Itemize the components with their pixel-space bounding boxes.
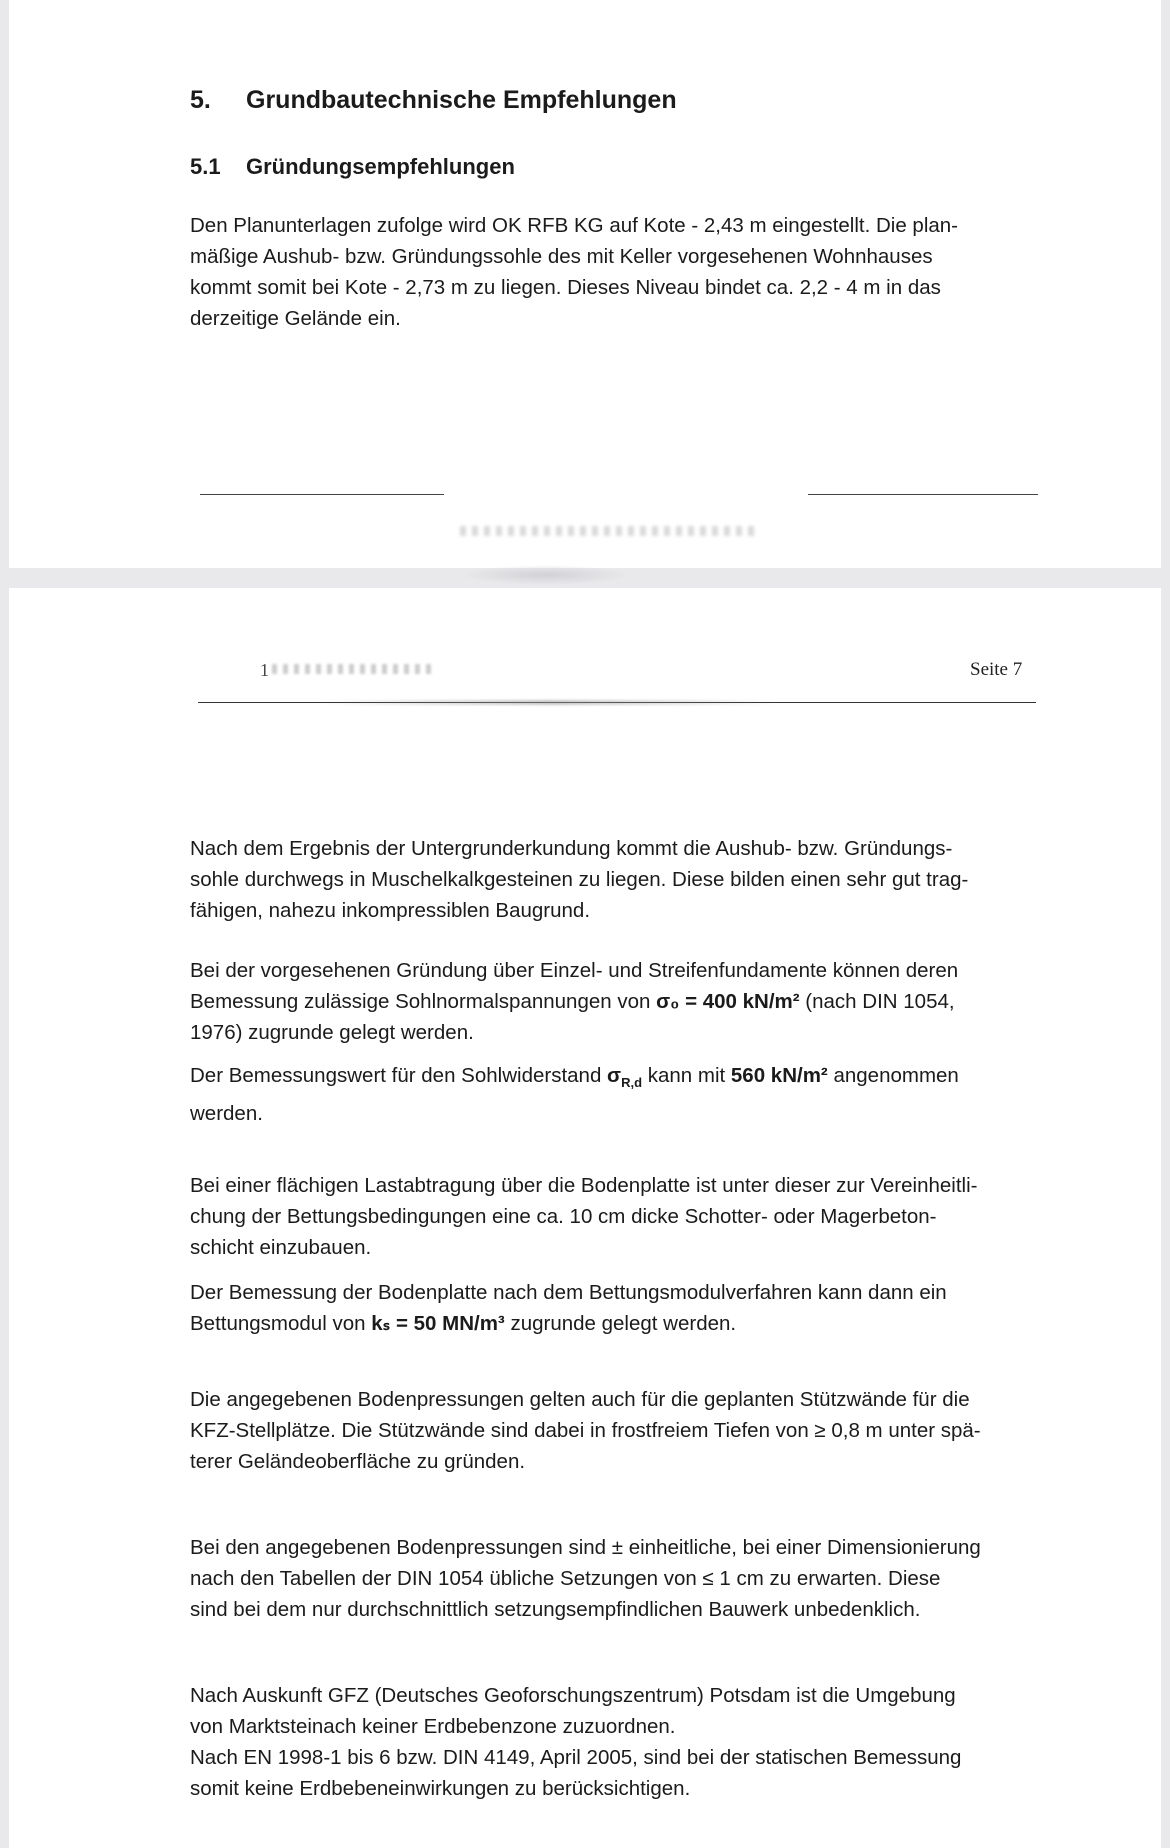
- paragraph-subsoil: [190, 833, 1040, 926]
- text-line: Den Planunterlagen zufolge wird OK RFB KG auf Kote - 2,43 m eingestellt. Die plan-: [190, 214, 959, 237]
- text-line: Die angegebenen Bodenpressungen gelten auch für die geplanten Stützwände für die: [190, 1388, 970, 1411]
- text-line: werden.: [190, 1102, 263, 1126]
- ks-value: kₛ = 50 MN/m³: [371, 1312, 505, 1335]
- text-fragment: angenommen: [827, 1064, 959, 1087]
- subsection-number: 5.1: [190, 154, 221, 179]
- text-line: schicht einzubauen.: [190, 1236, 372, 1259]
- text-line: derzeitige Gelände ein.: [190, 307, 401, 330]
- text-line: von Marktsteinach keiner Erdbebenzone zuzuordnen.: [190, 1715, 676, 1738]
- text-line: Bei den angegebenen Bodenpressungen sind ± einheitliche, bei einer Dimensionierung: [190, 1536, 981, 1559]
- paragraph-soil-pressure: [190, 955, 1040, 1048]
- text-line: sind bei dem nur durchschnittlich setzungsempfindlichen Bauwerk unbedenklich.: [190, 1598, 921, 1621]
- text-fragment: Bettungsmodul von: [190, 1312, 372, 1335]
- subsection-title: Gründungsempfehlungen: [246, 154, 515, 179]
- signature-line-left: [200, 494, 444, 495]
- section-number: 5.: [190, 86, 211, 114]
- subsection-heading: [190, 154, 515, 180]
- text-line: [190, 1308, 1040, 1339]
- text-line: KFZ-Stellplätze. Die Stützwände sind dabei in frostfreiem Tiefen von ≥ 0,8 m unter spä-: [190, 1419, 981, 1442]
- text-line: [190, 986, 1040, 1017]
- text-line: sohle durchwegs in Muschelkalkgesteinen zu liegen. Diese bilden einen sehr gut trag-: [190, 868, 969, 891]
- text-line: Nach Auskunft GFZ (Deutsches Geoforschungszentrum) Potsdam ist die Umgebung: [190, 1684, 956, 1707]
- paragraph-settlements: [190, 1532, 1040, 1625]
- text-line: terer Geländeoberfläche zu gründen.: [190, 1450, 526, 1473]
- page-gap-shadow: [460, 565, 630, 585]
- paragraph-retaining-walls: [190, 1384, 1040, 1477]
- text-line: Der Bemessung der Bodenplatte nach dem Bettungsmodulverfahren kann dann ein: [190, 1281, 947, 1304]
- text-fragment: (nach DIN 1054,: [799, 990, 955, 1013]
- sigma-rd-symbol: [607, 1064, 643, 1091]
- signature-line-right: [808, 494, 1038, 495]
- paragraph-subgrade-modulus: [190, 1277, 1040, 1339]
- paragraph-design-resistance: [190, 1060, 1040, 1129]
- sigma-symbol: σ: [607, 1064, 622, 1087]
- text-line: Bei der vorgesehenen Gründung über Einzel- und Streifenfundamente können deren: [190, 959, 959, 982]
- header-rule-smudge: [320, 700, 780, 705]
- text-line: Nach dem Ergebnis der Untergrunderkundung kommt die Aushub- bzw. Gründungs-: [190, 837, 953, 860]
- paragraph-earthquake-zone: [190, 1680, 1040, 1804]
- section-title: Grundbautechnische Empfehlungen: [246, 86, 677, 114]
- page-number: Seite 7: [970, 659, 1023, 680]
- text-line: kommt somit bei Kote - 2,73 m zu liegen. Dieses Niveau bindet ca. 2,2 - 4 m in das: [190, 276, 941, 299]
- section-heading: [190, 86, 677, 115]
- text-line: nach den Tabellen der DIN 1054 übliche Setzungen von ≤ 1 cm zu erwarten. Diese: [190, 1567, 941, 1590]
- blurred-header-text: [272, 664, 432, 674]
- paragraph-base-plate: [190, 1170, 1040, 1263]
- text-line: Bei einer flächigen Lastabtragung über die Bodenplatte ist unter dieser zur Vereinheitli-: [190, 1174, 978, 1197]
- text-line: fähigen, nahezu inkompressiblen Baugrund.: [190, 899, 591, 922]
- sigma-0-value: σ₀ = 400 kN/m²: [656, 990, 800, 1013]
- sigma-subscript: R,d: [621, 1075, 643, 1091]
- text-line: Nach EN 1998-1 bis 6 bzw. DIN 4149, April 2005, sind bei der statischen Bemessung: [190, 1746, 962, 1769]
- text-line: mäßige Aushub- bzw. Gründungssohle des mit Keller vorgesehenen Wohnhauses: [190, 245, 933, 268]
- text-line: somit keine Erdbebeneinwirkungen zu berücksichtigen.: [190, 1777, 691, 1800]
- text-line: 1976) zugrunde gelegt werden.: [190, 1021, 474, 1044]
- text-fragment: Bemessung zulässige Sohlnormalspannungen von: [190, 990, 657, 1013]
- text-fragment: Der Bemessungswert für den Sohlwiderstand: [190, 1064, 608, 1087]
- text-fragment: kann mit: [642, 1064, 731, 1087]
- page-header-left: 1: [260, 660, 269, 680]
- sigma-rd-value: 560 kN/m²: [730, 1064, 828, 1087]
- blurred-footer-text: [460, 526, 760, 536]
- text-line: [190, 1060, 1040, 1098]
- paragraph-foundation-level: [190, 210, 1040, 334]
- text-fragment: zugrunde gelegt werden.: [504, 1312, 737, 1335]
- text-line: chung der Bettungsbedingungen eine ca. 10 cm dicke Schotter- oder Magerbeton-: [190, 1205, 937, 1228]
